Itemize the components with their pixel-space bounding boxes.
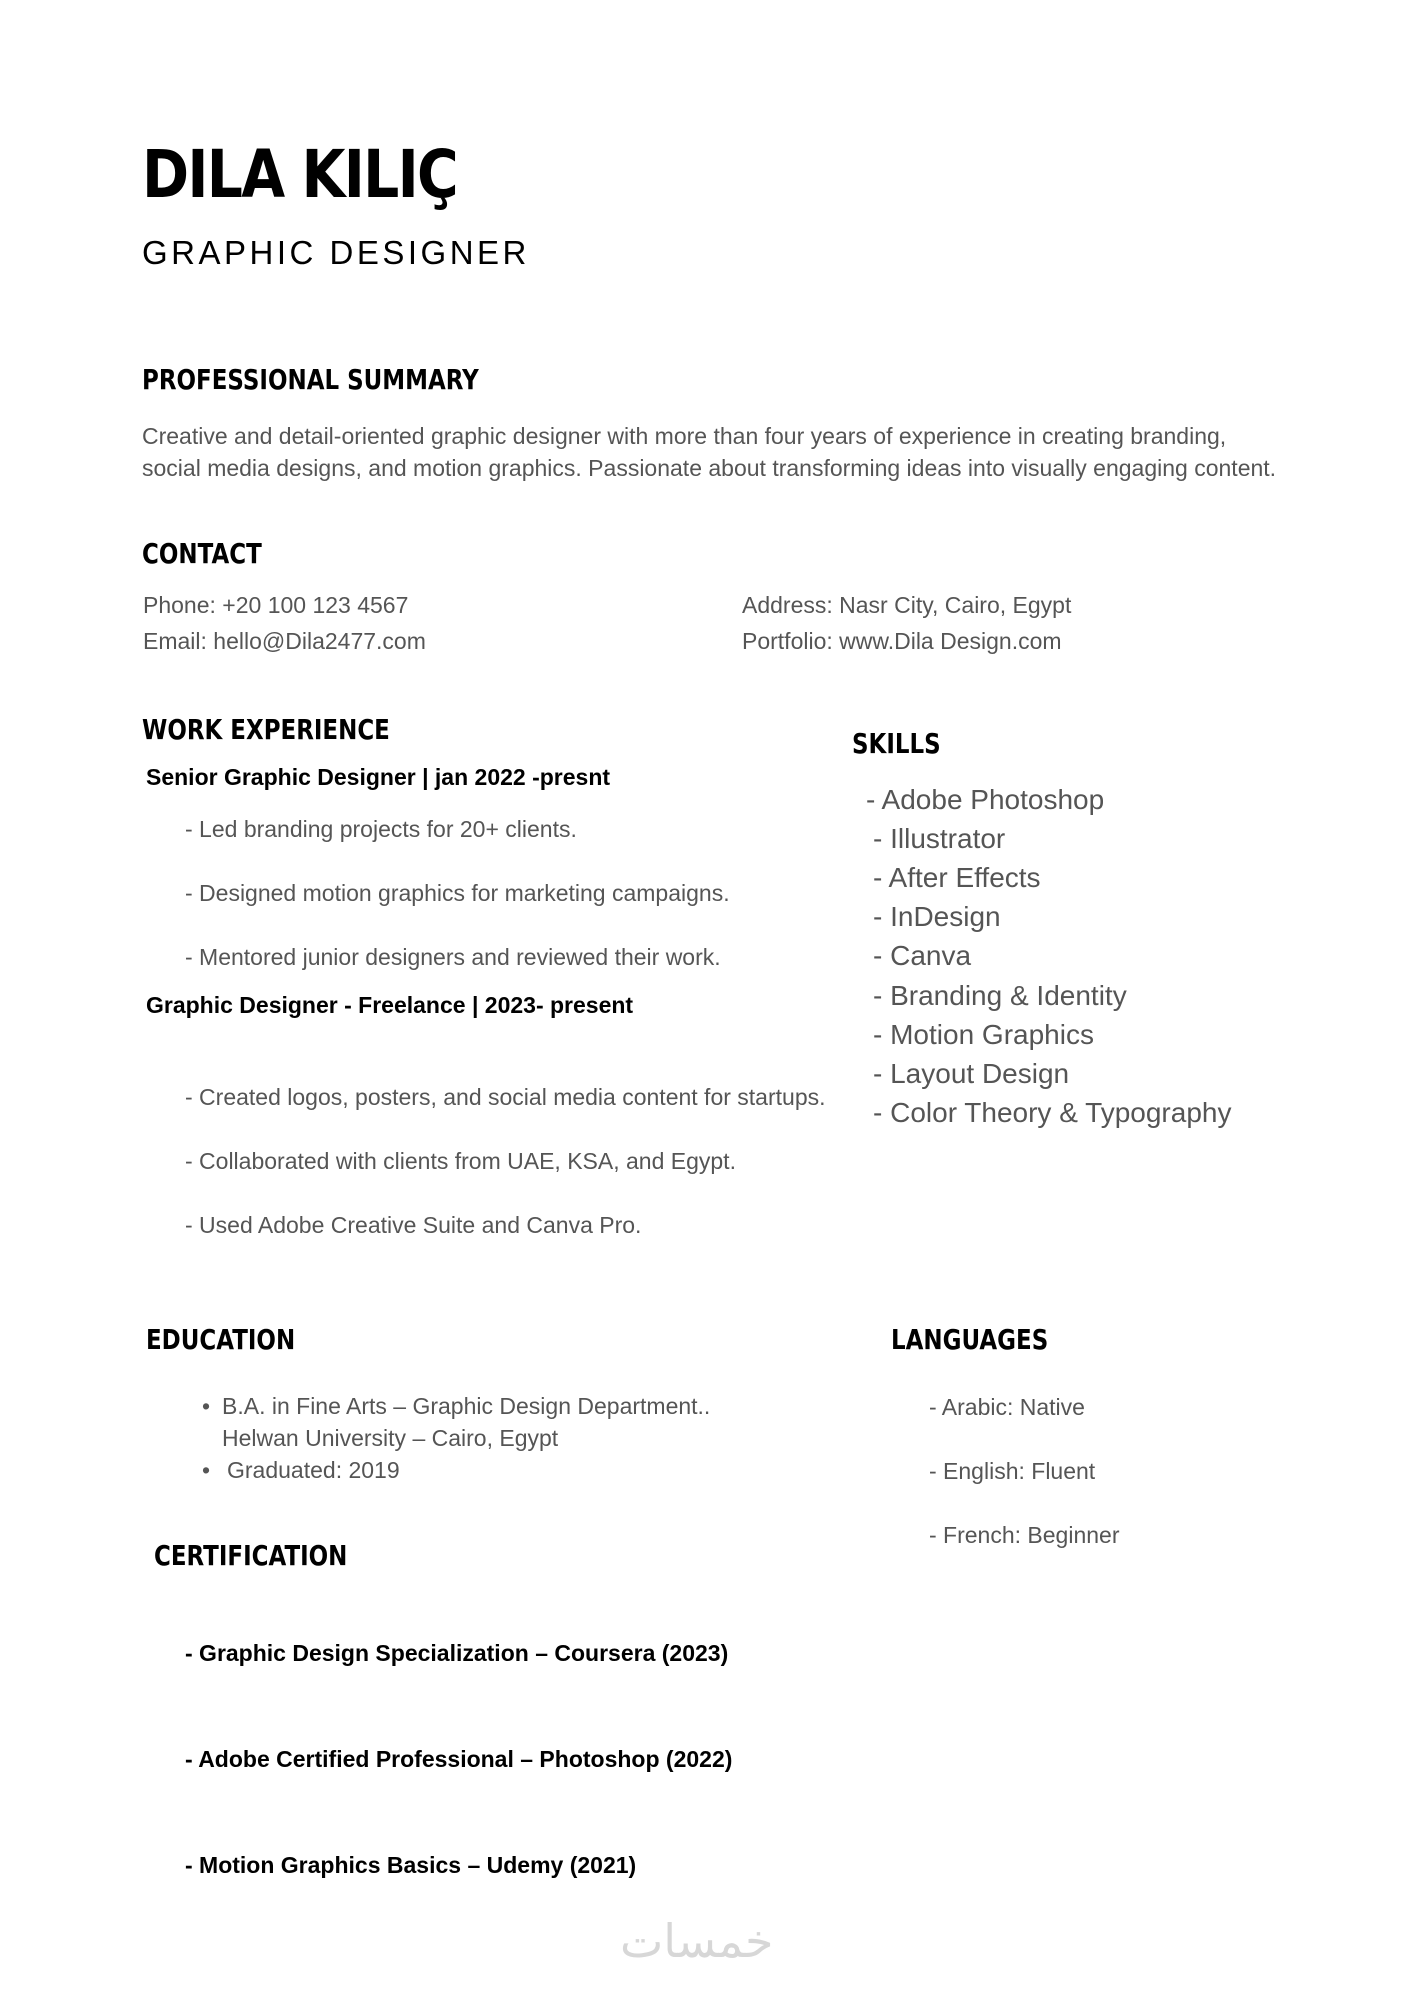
job-item: - Led branding projects for 20+ clients. <box>185 816 577 842</box>
education-item: • B.A. in Fine Arts – Graphic Design Department.. Helwan University – Cairo, Egypt <box>142 1390 782 1454</box>
job-item: - Created logos, posters, and social media content for startups. <box>185 1084 826 1110</box>
summary-text: Creative and detail-oriented graphic designer with more than four years of experience in creating branding, social media designs, and motion graphics. Passionate about transforming ideas into visually engaging content. <box>142 423 1277 481</box>
certification-heading: CERTIFICATION <box>154 1539 348 1572</box>
contact-address: Address: Nasr City, Cairo, Egypt <box>742 592 1072 618</box>
certification-item: - Graphic Design Specialization – Coursera (2023) <box>185 1640 729 1666</box>
language-item: - Arabic: Native <box>929 1394 1085 1420</box>
contact-email: Email: hello@Dila2477.com <box>143 628 426 654</box>
certification-item: - Adobe Certified Professional – Photoshop (2022) <box>185 1746 733 1772</box>
job-item: - Collaborated with clients from UAE, KSA, and Egypt. <box>185 1148 736 1174</box>
job-item: - Designed motion graphics for marketing campaigns. <box>185 880 730 906</box>
contact-portfolio: Portfolio: www.Dila Design.com <box>742 628 1062 654</box>
skills-heading: SKILLS <box>852 727 941 760</box>
education-item: • Graduated: 2019 <box>142 1454 782 1486</box>
language-item: - French: Beginner <box>929 1522 1120 1548</box>
skill-item: - After Effects <box>873 862 1041 893</box>
summary-heading: PROFESSIONAL SUMMARY <box>142 363 479 396</box>
job-item: - Used Adobe Creative Suite and Canva Pro. <box>185 1212 642 1238</box>
skill-item: - Illustrator <box>873 823 1006 854</box>
skill-item: - Layout Design <box>873 1058 1070 1089</box>
job-title: Senior Graphic Designer | jan 2022 -presnt <box>146 764 611 790</box>
skill-item: - Canva <box>873 940 972 971</box>
skill-item: - InDesign <box>873 901 1001 932</box>
languages-heading: LANGUAGES <box>891 1323 1049 1356</box>
skill-item: - Color Theory & Typography <box>873 1097 1232 1128</box>
education-heading: EDUCATION <box>146 1323 296 1356</box>
job-item: - Mentored junior designers and reviewed their work. <box>185 944 721 970</box>
language-item: - English: Fluent <box>929 1458 1096 1484</box>
job-title: Graphic Designer - Freelance | 2023- present <box>146 992 634 1018</box>
contact-phone: Phone: +20 100 123 4567 <box>143 592 409 618</box>
watermark-logo: خمسات <box>620 1914 774 1968</box>
contact-heading: CONTACT <box>142 537 262 570</box>
skill-item: - Adobe Photoshop <box>866 784 1105 815</box>
skill-item: - Branding & Identity <box>873 980 1127 1011</box>
certification-item: - Motion Graphics Basics – Udemy (2021) <box>185 1852 637 1878</box>
work-heading: WORK EXPERIENCE <box>142 713 390 746</box>
candidate-name: DILA KILIÇ <box>142 136 457 213</box>
candidate-title: GRAPHIC DESIGNER <box>142 234 530 271</box>
skill-item: - Motion Graphics <box>873 1019 1094 1050</box>
education-list <box>142 1390 782 1486</box>
